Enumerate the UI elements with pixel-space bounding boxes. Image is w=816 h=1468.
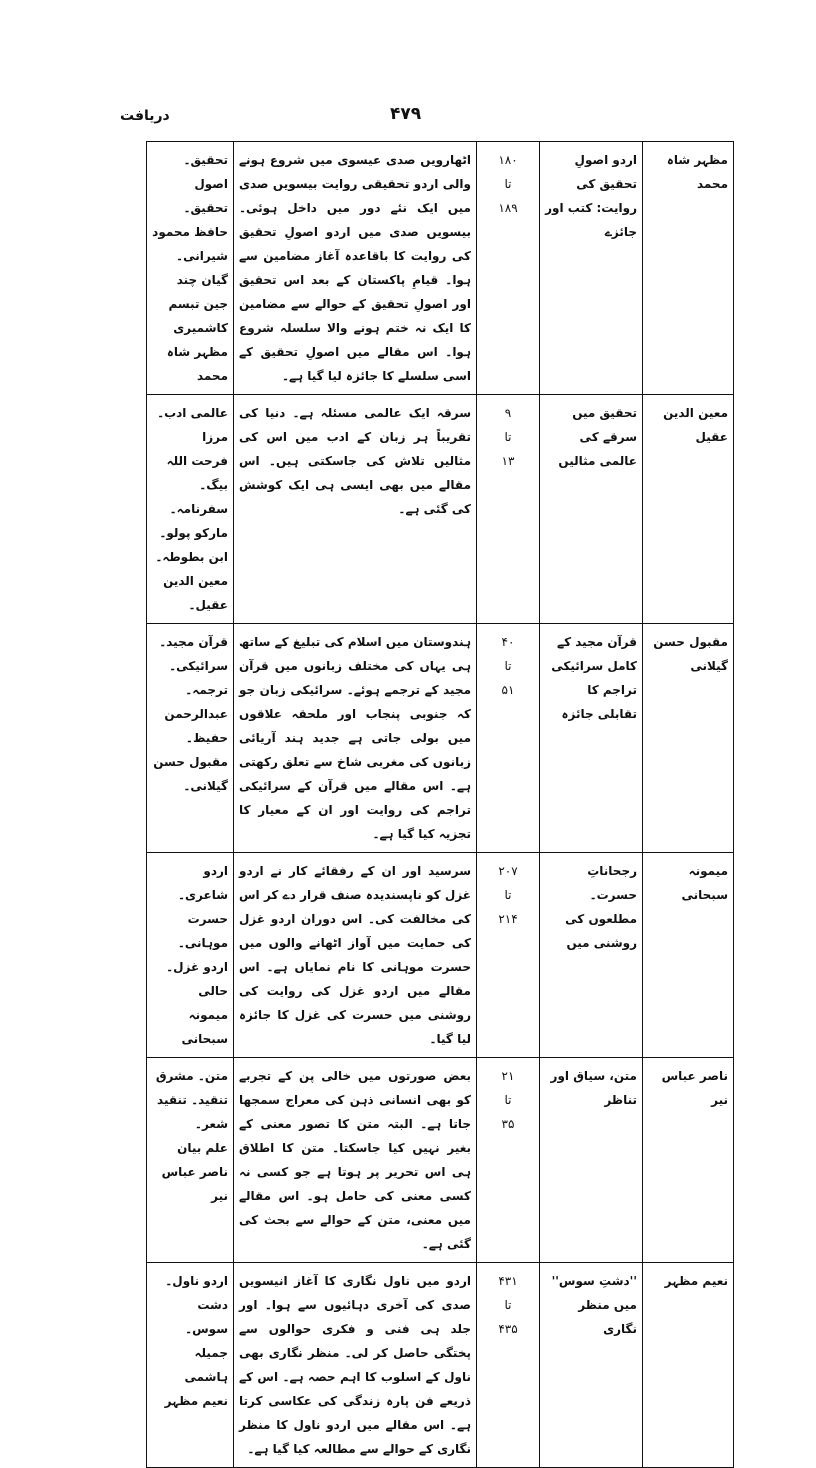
page-range-part: ۲۱ — [501, 1069, 515, 1083]
pages-cell — [477, 1263, 540, 1468]
keyword: سرائیکی۔ ترجمہ۔ — [169, 659, 228, 697]
page-range-part: ۱۸۹ — [498, 201, 518, 215]
pages-cell — [477, 1058, 540, 1263]
table-row — [147, 1263, 734, 1468]
page-range-part: ۹ — [504, 406, 512, 420]
keyword: تنقید۔ تنقید شعر۔ — [157, 1093, 228, 1131]
keyword: ناصر عباس نیر — [161, 1165, 228, 1203]
page-range-part: ۱۳ — [501, 454, 515, 468]
keyword: تحقیق۔ حافظ محمود — [152, 201, 228, 239]
table-row — [147, 624, 734, 853]
keyword: عالمی ادب۔ مرزا — [157, 406, 228, 444]
page-header — [120, 100, 680, 130]
author-cell: ناصر عباس نیر — [643, 1058, 734, 1263]
pages-cell — [477, 395, 540, 624]
page-range-part: ۴۳۱ — [498, 1274, 518, 1288]
keyword: فرحت اللہ بیگ۔ — [166, 454, 228, 492]
keyword: میمونہ سبحانی — [181, 1008, 228, 1046]
abstract-cell: سرقہ ایک عالمی مسئلہ ہے۔ دنیا کی تقریباً ہر زبان کے ادب میں اس کی مثالیں تلاش کی جاسکتی ہیں۔ اس مقالے میں بھی ایسی ہی ایک کوشش کی گئی ہے۔ — [234, 395, 477, 624]
author-cell: مظہر شاہ محمد — [643, 142, 734, 395]
table-row — [147, 1058, 734, 1263]
article-index-table — [146, 141, 734, 1468]
pages-cell — [477, 624, 540, 853]
keyword: عبدالرحمن حفیظ۔ — [164, 707, 228, 745]
abstract-cell: اٹھارویں صدی عیسوی میں شروع ہونے والی اردو تحقیقی روایت بیسویں صدی میں ایک نئے دور میں داخل ہوئی۔ بیسویں صدی میں اردو اصولِ تحقیق کی روایت کا باقاعدہ آغاز مضامین سے ہوا۔ قیامِ پاکستان کے بعد اس تحقیق اور اصولِ تحقیق کے حوالے سے مضامین کا ایک نہ ختم ہونے والا سلسلہ شروع ہوا۔ اس مقالے میں اصولِ تحقیق کے اسی سلسلے کا جائزہ لیا گیا ہے۔ — [234, 142, 477, 395]
page-range-part: تا — [504, 177, 512, 191]
author-cell: نعیم مظہر — [643, 1263, 734, 1468]
abstract-cell: ہندوستان میں اسلام کی تبلیغ کے ساتھ ہی یہاں کی مختلف زبانوں میں قرآن مجید کے ترجمے ہوئے۔ سرائیکی زبان جو کہ جنوبی پنجاب اور ملحقہ علاقوں میں بولی جاتی ہے جدید ہند آریائی زبانوں کی مغربی شاخ سے تعلق رکھتی ہے۔ اس مقالے میں قرآن کے سرائیکی تراجم کی روایت اور ان کے معیار کا تجزیہ کیا گیا ہے۔ — [234, 624, 477, 853]
pages-cell — [477, 853, 540, 1058]
page-range-part: ۱۸۰ — [498, 153, 518, 167]
abstract-cell: اردو میں ناول نگاری کا آغاز انیسویں صدی کی آخری دہائیوں سے ہوا۔ اور جلد ہی فنی و فکری حوالوں سے پختگی حاصل کر لی۔ منظر نگاری بھی ناول کے اسلوب کا اہم حصہ ہے۔ اس کے ذریعے فن پارہ زندگی کی عکاسی کرتا ہے۔ اس مقالے میں اردو ناول کا منظر نگاری کے حوالے سے مطالعہ کیا گیا ہے۔ — [234, 1263, 477, 1468]
keyword: شیرانی۔ گیان چند — [176, 249, 228, 287]
keyword: معین الدین عقیل۔ — [163, 574, 228, 612]
author-cell: مقبول حسن گیلانی — [643, 624, 734, 853]
page-number: ۴۷۹ — [390, 104, 422, 124]
page-range-part: ۴۳۵ — [498, 1322, 518, 1336]
keywords-cell — [147, 142, 234, 395]
keyword: اردو شاعری۔ — [178, 864, 228, 902]
page-range-part: ۲۱۴ — [498, 912, 518, 926]
page-range-part: تا — [504, 888, 512, 902]
keyword: اردو ناول۔ دشت — [165, 1274, 228, 1312]
author-cell: میمونہ سبحانی — [643, 853, 734, 1058]
keyword: جین تبسم کاشمیری — [168, 297, 228, 335]
keyword: اردو غزل۔ حالی — [166, 960, 228, 998]
journal-name: دریافت — [120, 108, 170, 124]
page-range-part: ۲۰۷ — [498, 864, 518, 878]
keywords-cell — [147, 395, 234, 624]
table-row — [147, 395, 734, 624]
author-cell: معین الدین عقیل — [643, 395, 734, 624]
page-range-part: تا — [504, 659, 512, 673]
pages-cell — [477, 142, 540, 395]
keyword: تحقیق۔ اصول — [183, 153, 228, 191]
table-row — [147, 142, 734, 395]
keyword: مظہر شاہ محمد — [166, 345, 228, 383]
keyword: حسرت موہانی۔ — [177, 912, 228, 950]
table-row — [147, 853, 734, 1058]
keyword: قرآن مجید۔ — [159, 635, 228, 649]
table-body — [147, 142, 734, 1468]
page-range-part: تا — [504, 1298, 512, 1312]
page-range-part: ۳۵ — [501, 1117, 515, 1131]
page-range-part: ۵۱ — [501, 683, 515, 697]
title-cell: قرآن مجید کے کامل سرائیکی تراجم کا تقابلی جائزہ — [540, 624, 643, 853]
keyword: مقبول حسن گیلانی۔ — [153, 755, 228, 793]
keywords-cell — [147, 1058, 234, 1263]
keyword: ابن بطوطہ۔ — [155, 550, 228, 564]
title-cell: اردو اصولِ تحقیق کی روایت: کتب اور جائزے — [540, 142, 643, 395]
keyword: متن۔ مشرق — [155, 1069, 228, 1083]
title-cell: تحقیق میں سرقے کی عالمی مثالیں — [540, 395, 643, 624]
title-cell: متن، سیاق اور تناظر — [540, 1058, 643, 1263]
abstract-cell: بعض صورتوں میں خالی پن کے تجربے کو بھی انسانی ذہن کی معراج سمجھا جاتا ہے۔ البتہ متن کا تصور معنی کے بغیر نہیں کیا جاسکتا۔ متن کا اطلاق ہی اس تحریر پر ہوتا ہے جو کسی نہ کسی معنی کی حامل ہو۔ اس مقالے میں معنی، متن کے حوالے سے بحث کی گئی ہے۔ — [234, 1058, 477, 1263]
keyword: نعیم مظہر — [164, 1394, 228, 1408]
keyword: سوس۔ جمیلہ ہاشمی — [184, 1322, 228, 1384]
abstract-cell: سرسید اور ان کے رفقائے کار نے اردو غزل کو ناپسندیدہ صنف قرار دے کر اس کی مخالفت کی۔ اس دوران اردو غزل کی حمایت میں آواز اٹھانے والوں میں حسرت موہانی کا نام نمایاں ہے۔ اس مقالے میں اردو غزل کی روایت کی روشنی میں حسرت کی غزل کا جائزہ لیا گیا۔ — [234, 853, 477, 1058]
keywords-cell — [147, 624, 234, 853]
page-range-part: تا — [504, 1093, 512, 1107]
page-range-part: تا — [504, 430, 512, 444]
keyword: علم بیان — [177, 1141, 228, 1155]
title-cell: ''دشتِ سوس'' میں منظر نگاری — [540, 1263, 643, 1468]
title-cell: رجحاناتِ حسرت۔ مطلعوں کی روشنی میں — [540, 853, 643, 1058]
keyword: سفرنامہ۔ مارکو پولو۔ — [159, 502, 228, 540]
page-range-part: ۴۰ — [501, 635, 515, 649]
keywords-cell — [147, 853, 234, 1058]
keywords-cell — [147, 1263, 234, 1468]
